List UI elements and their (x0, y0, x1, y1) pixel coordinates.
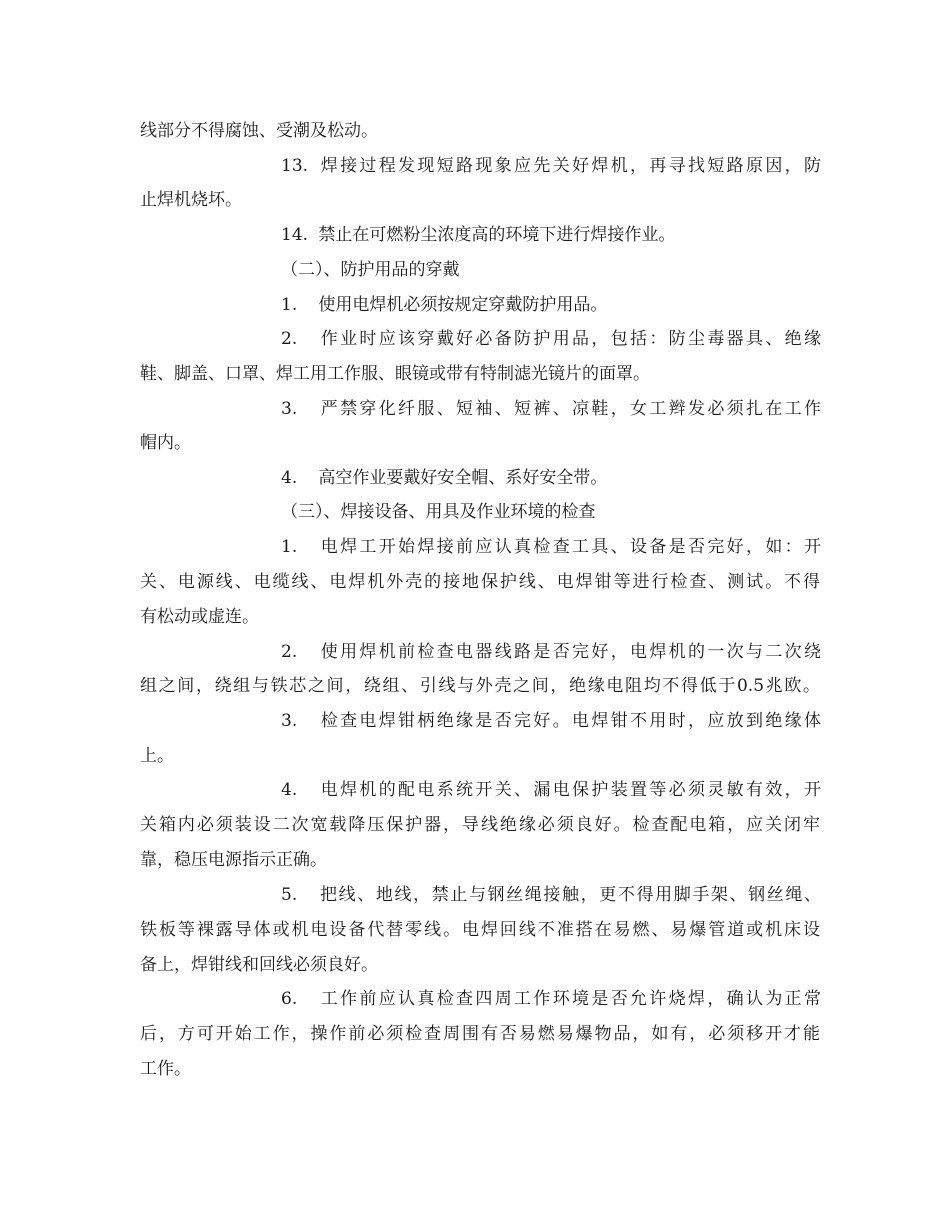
item-number: 3. (281, 711, 298, 731)
item-number: 4. (281, 468, 298, 488)
paragraph-line: 铁板等裸露导体或机电设备代替零线。电焊回线不准搭在易燃、易爆管道或机床设 (140, 920, 820, 940)
paragraph-line: 组之间，绕组与铁芯之间，绕组、引线与外壳之间，绝缘电阻均不得低于0.5兆欧。 (140, 676, 820, 696)
paragraph-line: 上。 (140, 746, 174, 766)
paragraph-line: 备上，焊钳线和回线必须良好。 (140, 955, 378, 975)
item-number: 2. (281, 642, 298, 662)
list-item-line: 2. 作业时应该穿戴好必备防护用品，包括：防尘毒器具、绝缘 (281, 329, 821, 349)
list-item-line: 3. 检查电焊钳柄绝缘是否完好。电焊钳不用时，应放到绝缘体 (281, 711, 821, 731)
list-item-line: 14. 禁止在可燃粉尘浓度高的环境下进行焊接作业。 (281, 225, 676, 245)
paragraph-line: 关箱内必须装设二次宽载降压保护器，导线绝缘必须良好。检查配电箱，应关闭牢 (140, 815, 820, 835)
list-item-line: 4. 高空作业要戴好安全帽、系好安全带。 (281, 468, 608, 488)
item-number: 6. (281, 989, 298, 1009)
list-item-line: 13. 焊接过程发现短路现象应先关好焊机，再寻找短路原因，防 (281, 156, 821, 176)
paragraph-line: 后，方可开始工作，操作前必须检查周围有否易燃易爆物品，如有，必须移开才能 (140, 1024, 820, 1044)
paragraph-line: 有松动或虚连。 (140, 607, 259, 627)
paragraph-line: 关、电源线、电缆线、电焊机外壳的接地保护线、电焊钳等进行检查、测试。不得 (140, 572, 820, 592)
list-item-line: 4. 电焊机的配电系统开关、漏电保护装置等必须灵敏有效，开 (281, 780, 821, 800)
list-item-line: 1. 电焊工开始焊接前应认真检查工具、设备是否完好，如：开 (281, 537, 821, 557)
paragraph-line: 靠，稳压电源指示正确。 (140, 850, 327, 870)
item-number: 1. (281, 537, 298, 557)
item-number: 4. (281, 780, 298, 800)
section-heading: （三）、焊接设备、用具及作业环境的检查 (281, 502, 596, 522)
section-heading: （二）、防护用品的穿戴 (281, 260, 460, 280)
paragraph-line: 止焊机烧坏。 (140, 190, 242, 210)
paragraph-line: 工作。 (140, 1059, 191, 1079)
item-number: 3. (281, 399, 298, 419)
item-number: 2. (281, 329, 298, 349)
item-number: 1. (281, 295, 298, 315)
list-item-line: 6. 工作前应认真检查四周工作环境是否允许烧焊，确认为正常 (281, 989, 821, 1009)
paragraph-line: 帽内。 (140, 433, 191, 453)
paragraph-line: 线部分不得腐蚀、受潮及松动。 (140, 121, 378, 141)
list-item-line: 3. 严禁穿化纤服、短袖、短裤、凉鞋，女工辫发必须扎在工作 (281, 399, 821, 419)
list-item-line: 2. 使用焊机前检查电器线路是否完好，电焊机的一次与二次绕 (281, 642, 821, 662)
paragraph-line: 鞋、脚盖、口罩、焊工用工作服、眼镜或带有特制滤光镜片的面罩。 (140, 364, 650, 384)
item-number: 5. (281, 885, 298, 905)
list-item-line: 5. 把线、地线，禁止与钢丝绳接触，更不得用脚手架、钢丝绳、 (281, 885, 822, 905)
item-number: 14. (281, 225, 309, 245)
item-number: 13. (281, 156, 309, 176)
list-item-line: 1. 使用电焊机必须按规定穿戴防护用品。 (281, 295, 608, 315)
